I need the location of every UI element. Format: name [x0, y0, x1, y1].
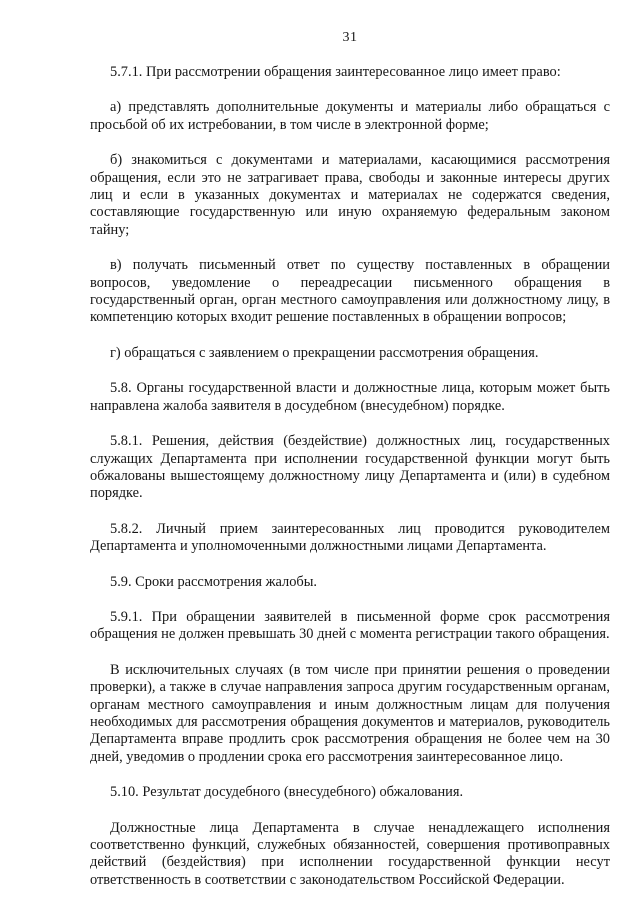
paragraph-item-g: г) обращаться с заявлением о прекращении рассмотрения обращения.	[110, 344, 539, 361]
paragraph-item-a: а) представлять дополнительные документы и материалы либо обращаться с просьбой об их истребовании, в том числе в электронной форме;	[90, 99, 610, 133]
paragraph-item-v: в) получать письменный ответ по существу поставленных в обращении вопросов, уведомление о переадресации письменного обращения в государственный орган, орган местного самоуправления или должностному лицу, в компетенцию которых входит решение поставленных в обращении вопросов;	[90, 257, 610, 326]
paragraph-exceptional-cases: В исключительных случаях (в том числе при принятии решения о проведении проверки), а также в случае направления запроса другим государственным органам, органам местного самоуправления и иным должностным лицам для получения необходимых для рассмотрения обращения документов и материалов, руководитель Департамента вправе продлить срок рассмотрения обращения не более чем на 30 дней, уведомив о продлении срока его рассмотрения заинтересованное лицо.	[90, 661, 610, 765]
page-number: 31	[342, 30, 358, 45]
paragraph-item-b: б) знакомиться с документами и материалами, касающимися рассмотрения обращения, если это не затрагивает права, свободы и законные интересы других лиц и если в указанных документах и материалах не содержатся сведения, составляющие государственную или иную охраняемую федеральным законом тайну;	[90, 152, 610, 238]
paragraph-5-7-1: 5.7.1. При рассмотрении обращения заинтересованное лицо имеет право:	[110, 64, 561, 80]
paragraph-5-9-1: 5.9.1. При обращении заявителей в письменной форме срок рассмотрения обращения не должен превышать 30 дней с момента регистрации такого обращения.	[90, 608, 610, 643]
document-page	[90, 30, 610, 889]
paragraph-5-8-2: 5.8.2. Личный прием заинтересованных лиц проводится руководителем Департамента и уполномоченными должностными лицами Департамента.	[90, 520, 610, 555]
paragraph-5-9: 5.9. Сроки рассмотрения жалобы.	[110, 573, 318, 590]
paragraph-5-8: 5.8. Органы государственной власти и должностные лица, которым может быть направлена жалоба заявителя в досудебном (внесудебном) порядке.	[90, 380, 610, 414]
paragraph-5-10: 5.10. Результат досудебного (внесудебного) обжалования.	[110, 784, 464, 801]
paragraph-responsibility: Должностные лица Департамента в случае ненадлежащего исполнения соответственно функций, служебных обязанностей, совершения противоправных действий (бездействия) при исполнении государственной функции несут ответственность в соответствии с законодательством Российской Федерации.	[90, 819, 610, 888]
paragraph-5-8-1: 5.8.1. Решения, действия (бездействие) должностных лиц, государственных служащих Департамента при исполнении государственной функции могут быть обжалованы вышестоящему должностному лицу Департамента и (или) в судебном порядке.	[90, 433, 610, 502]
